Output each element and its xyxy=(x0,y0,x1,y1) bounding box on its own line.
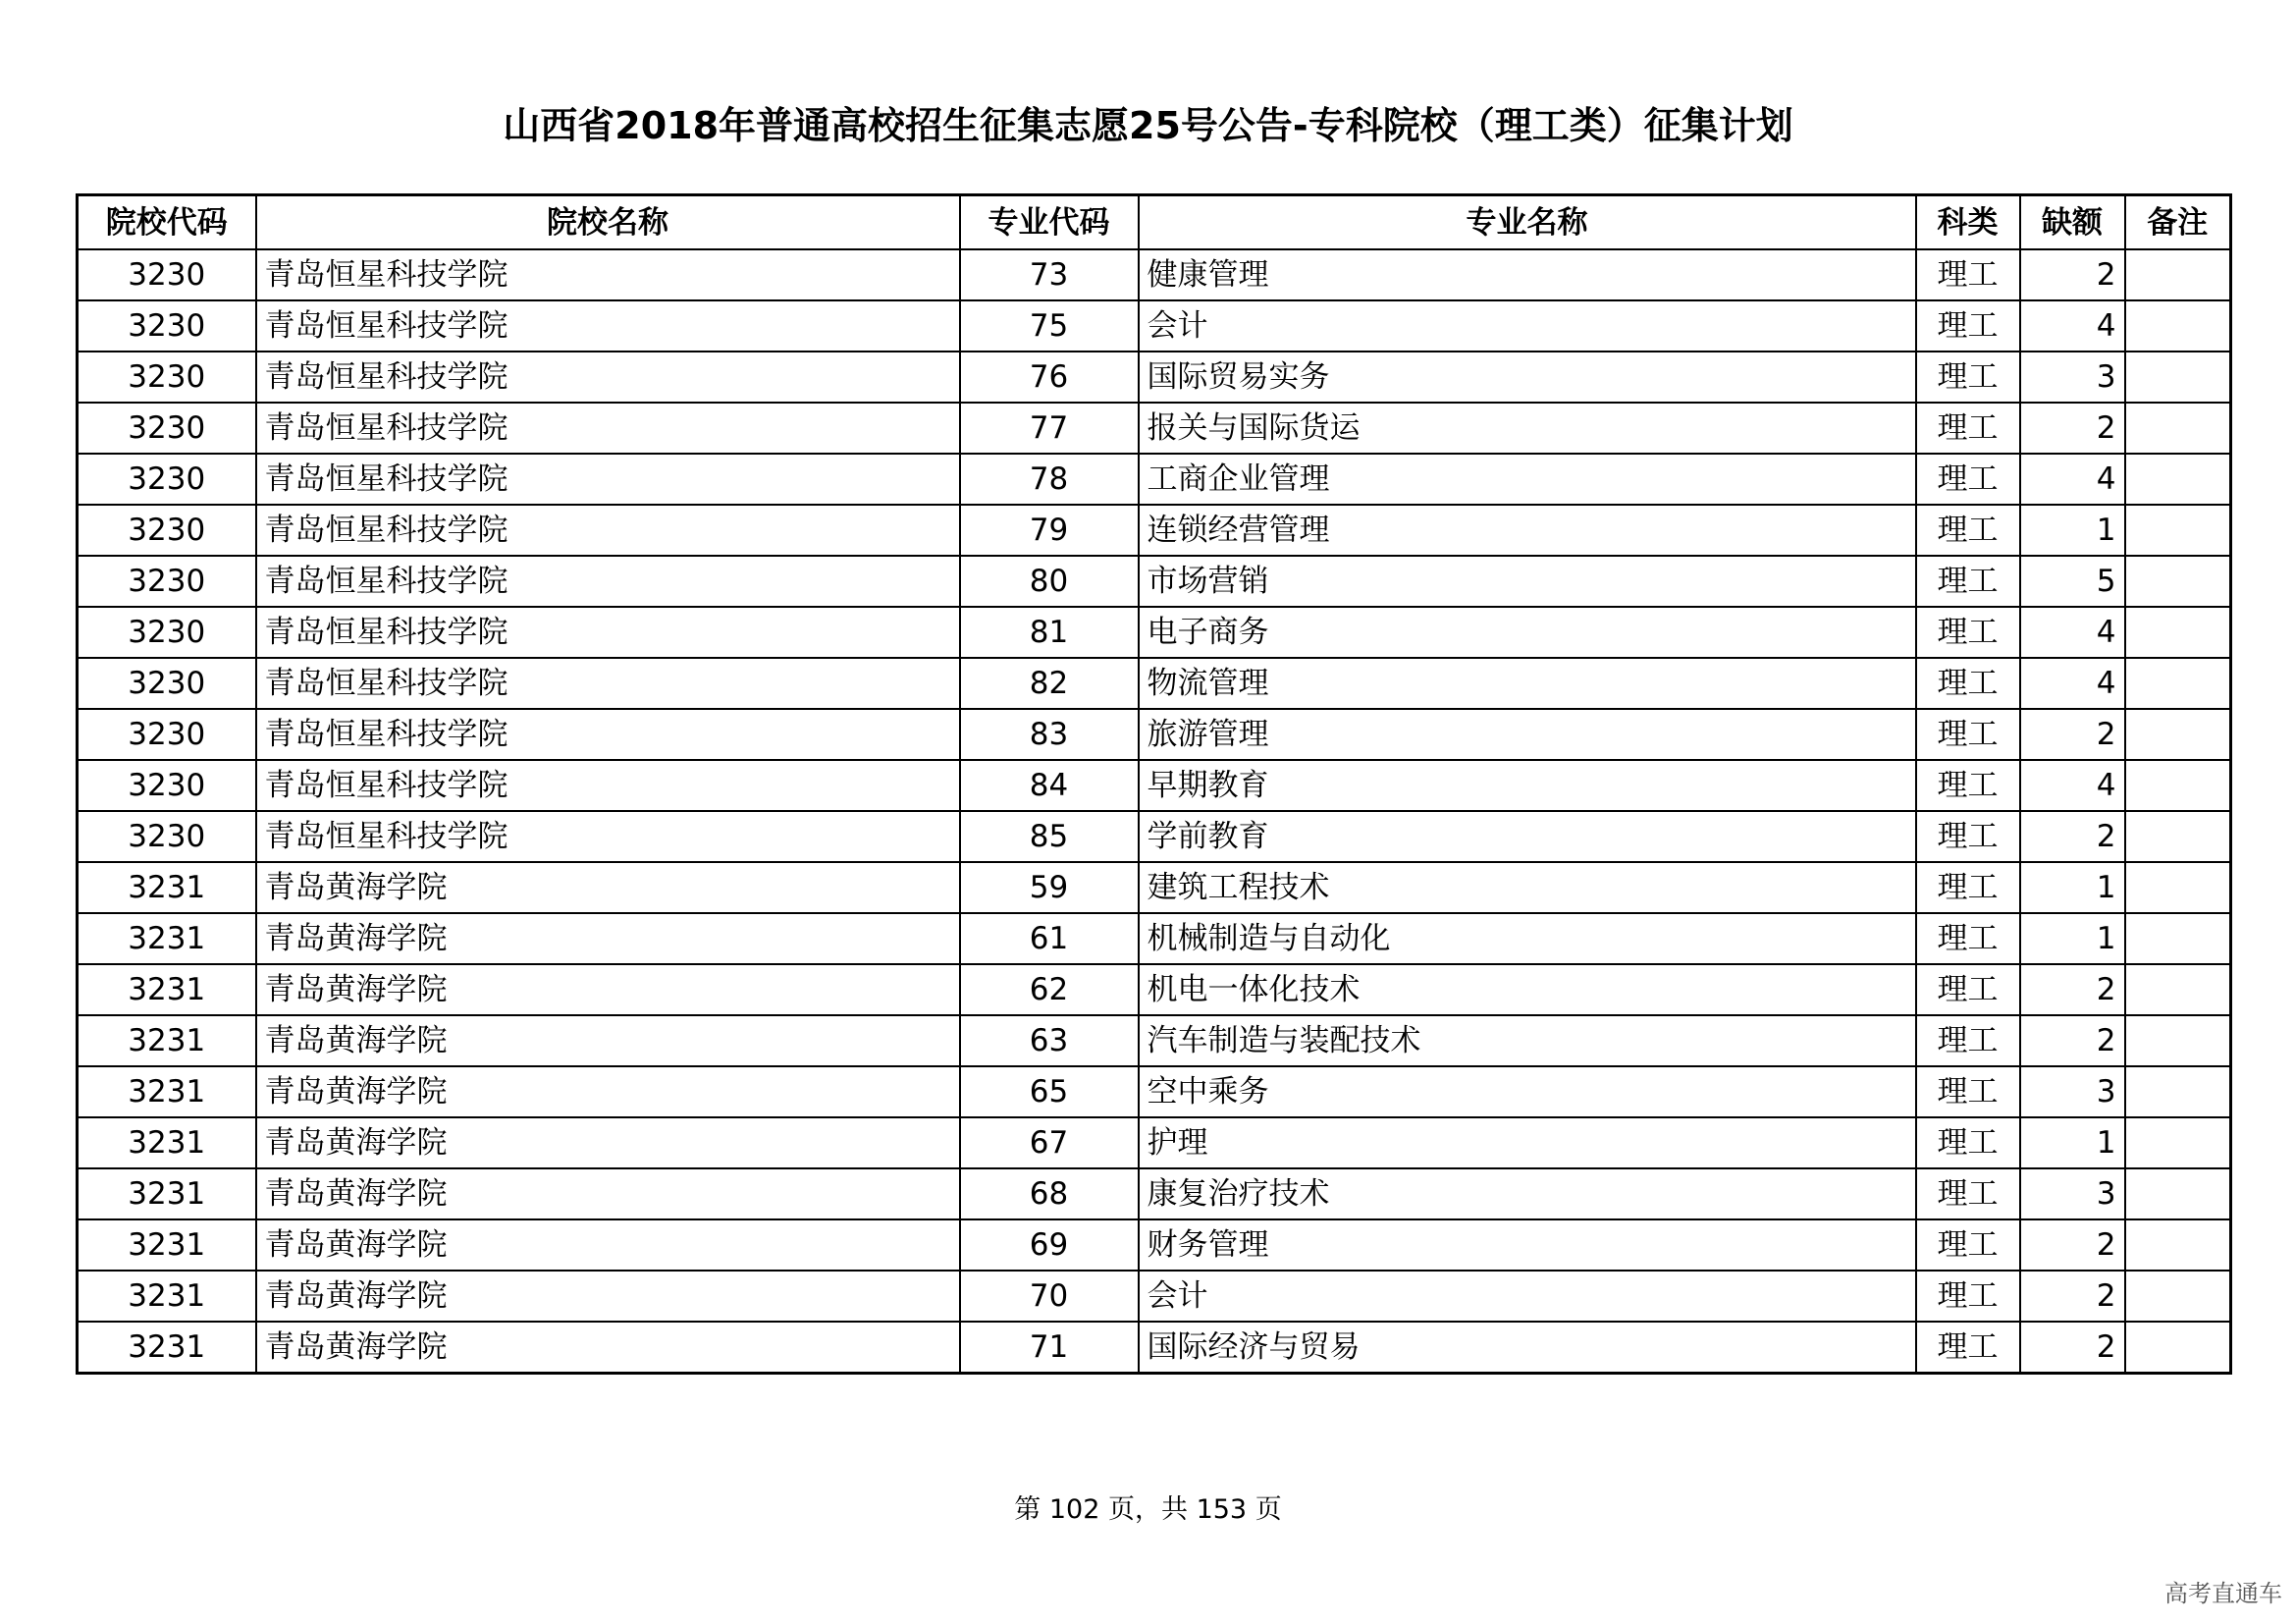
cell-major-code: 84 xyxy=(960,760,1139,811)
cell-vacancy: 2 xyxy=(2020,1322,2125,1374)
table-row xyxy=(78,1219,2231,1271)
cell-remark xyxy=(2125,1015,2231,1066)
cell-category: 理工 xyxy=(1916,1066,2020,1117)
cell-major-name: 机械制造与自动化 xyxy=(1139,913,1916,964)
table-row xyxy=(78,352,2231,403)
cell-category: 理工 xyxy=(1916,300,2020,352)
cell-major-code: 77 xyxy=(960,403,1139,454)
cell-category: 理工 xyxy=(1916,913,2020,964)
table-row xyxy=(78,1015,2231,1066)
table-row xyxy=(78,862,2231,913)
cell-major-name: 市场营销 xyxy=(1139,556,1916,607)
cell-category: 理工 xyxy=(1916,760,2020,811)
cell-remark xyxy=(2125,760,2231,811)
cell-remark xyxy=(2125,249,2231,300)
enrollment-plan-table xyxy=(76,193,2232,1375)
table-row xyxy=(78,709,2231,760)
cell-school-name: 青岛恒星科技学院 xyxy=(256,505,960,556)
cell-major-name: 国际贸易实务 xyxy=(1139,352,1916,403)
cell-vacancy: 1 xyxy=(2020,1117,2125,1168)
cell-school-name: 青岛黄海学院 xyxy=(256,1168,960,1219)
cell-major-code: 61 xyxy=(960,913,1139,964)
cell-major-code: 81 xyxy=(960,607,1139,658)
cell-school-code: 3231 xyxy=(78,1066,256,1117)
cell-category: 理工 xyxy=(1916,862,2020,913)
header-major-name: 专业名称 xyxy=(1139,195,1916,250)
cell-major-code: 68 xyxy=(960,1168,1139,1219)
table-row xyxy=(78,1117,2231,1168)
cell-remark xyxy=(2125,403,2231,454)
cell-major-name: 工商企业管理 xyxy=(1139,454,1916,505)
cell-school-name: 青岛恒星科技学院 xyxy=(256,556,960,607)
cell-remark xyxy=(2125,1271,2231,1322)
cell-school-code: 3230 xyxy=(78,556,256,607)
header-remark: 备注 xyxy=(2125,195,2231,250)
table-row xyxy=(78,1271,2231,1322)
cell-vacancy: 2 xyxy=(2020,1015,2125,1066)
cell-vacancy: 3 xyxy=(2020,352,2125,403)
table-row xyxy=(78,403,2231,454)
cell-major-code: 78 xyxy=(960,454,1139,505)
table-row xyxy=(78,300,2231,352)
cell-vacancy: 2 xyxy=(2020,249,2125,300)
cell-vacancy: 4 xyxy=(2020,300,2125,352)
cell-school-name: 青岛恒星科技学院 xyxy=(256,658,960,709)
cell-remark xyxy=(2125,1322,2231,1374)
cell-category: 理工 xyxy=(1916,505,2020,556)
cell-remark xyxy=(2125,709,2231,760)
cell-vacancy: 4 xyxy=(2020,607,2125,658)
cell-vacancy: 4 xyxy=(2020,658,2125,709)
cell-school-name: 青岛恒星科技学院 xyxy=(256,300,960,352)
cell-remark xyxy=(2125,352,2231,403)
cell-vacancy: 2 xyxy=(2020,1219,2125,1271)
header-vacancy: 缺额 xyxy=(2020,195,2125,250)
cell-remark xyxy=(2125,454,2231,505)
table-row xyxy=(78,607,2231,658)
cell-remark xyxy=(2125,862,2231,913)
cell-school-name: 青岛黄海学院 xyxy=(256,1271,960,1322)
cell-major-code: 76 xyxy=(960,352,1139,403)
cell-school-code: 3230 xyxy=(78,403,256,454)
cell-major-code: 75 xyxy=(960,300,1139,352)
page-number: 第 102 页，共 153 页 xyxy=(1014,1494,1282,1525)
cell-category: 理工 xyxy=(1916,1271,2020,1322)
cell-vacancy: 2 xyxy=(2020,403,2125,454)
cell-school-name: 青岛黄海学院 xyxy=(256,1322,960,1374)
table-row xyxy=(78,964,2231,1015)
cell-school-code: 3231 xyxy=(78,1168,256,1219)
cell-school-code: 3230 xyxy=(78,454,256,505)
cell-category: 理工 xyxy=(1916,709,2020,760)
cell-major-code: 65 xyxy=(960,1066,1139,1117)
cell-school-name: 青岛恒星科技学院 xyxy=(256,760,960,811)
cell-school-code: 3230 xyxy=(78,249,256,300)
cell-major-name: 财务管理 xyxy=(1139,1219,1916,1271)
cell-major-code: 67 xyxy=(960,1117,1139,1168)
cell-major-name: 空中乘务 xyxy=(1139,1066,1916,1117)
cell-major-code: 82 xyxy=(960,658,1139,709)
cell-category: 理工 xyxy=(1916,556,2020,607)
cell-vacancy: 3 xyxy=(2020,1066,2125,1117)
cell-major-code: 83 xyxy=(960,709,1139,760)
cell-remark xyxy=(2125,300,2231,352)
table-row xyxy=(78,249,2231,300)
cell-category: 理工 xyxy=(1916,811,2020,862)
cell-major-code: 69 xyxy=(960,1219,1139,1271)
cell-category: 理工 xyxy=(1916,249,2020,300)
cell-remark xyxy=(2125,1117,2231,1168)
cell-vacancy: 2 xyxy=(2020,964,2125,1015)
cell-school-name: 青岛恒星科技学院 xyxy=(256,249,960,300)
cell-category: 理工 xyxy=(1916,1322,2020,1374)
cell-school-code: 3231 xyxy=(78,913,256,964)
table-row xyxy=(78,811,2231,862)
cell-school-code: 3230 xyxy=(78,760,256,811)
table-body xyxy=(78,249,2231,1374)
cell-category: 理工 xyxy=(1916,403,2020,454)
cell-school-code: 3231 xyxy=(78,862,256,913)
cell-major-name: 报关与国际货运 xyxy=(1139,403,1916,454)
cell-vacancy: 1 xyxy=(2020,862,2125,913)
table-row xyxy=(78,658,2231,709)
cell-major-name: 机电一体化技术 xyxy=(1139,964,1916,1015)
table-row xyxy=(78,1066,2231,1117)
cell-category: 理工 xyxy=(1916,964,2020,1015)
cell-major-name: 护理 xyxy=(1139,1117,1916,1168)
table-row xyxy=(78,913,2231,964)
cell-major-name: 会计 xyxy=(1139,300,1916,352)
cell-category: 理工 xyxy=(1916,1168,2020,1219)
cell-category: 理工 xyxy=(1916,1015,2020,1066)
cell-school-code: 3230 xyxy=(78,709,256,760)
cell-school-code: 3230 xyxy=(78,811,256,862)
cell-major-name: 汽车制造与装配技术 xyxy=(1139,1015,1916,1066)
header-school-name: 院校名称 xyxy=(256,195,960,250)
cell-major-code: 62 xyxy=(960,964,1139,1015)
cell-vacancy: 4 xyxy=(2020,760,2125,811)
cell-remark xyxy=(2125,1168,2231,1219)
cell-school-code: 3230 xyxy=(78,607,256,658)
cell-category: 理工 xyxy=(1916,607,2020,658)
table-row xyxy=(78,505,2231,556)
cell-school-code: 3231 xyxy=(78,964,256,1015)
cell-major-code: 71 xyxy=(960,1322,1139,1374)
cell-school-name: 青岛黄海学院 xyxy=(256,964,960,1015)
cell-category: 理工 xyxy=(1916,1117,2020,1168)
cell-major-code: 79 xyxy=(960,505,1139,556)
cell-major-code: 59 xyxy=(960,862,1139,913)
cell-major-name: 电子商务 xyxy=(1139,607,1916,658)
cell-school-name: 青岛黄海学院 xyxy=(256,913,960,964)
cell-category: 理工 xyxy=(1916,1219,2020,1271)
cell-school-code: 3231 xyxy=(78,1117,256,1168)
cell-remark xyxy=(2125,505,2231,556)
cell-school-code: 3231 xyxy=(78,1271,256,1322)
cell-school-code: 3230 xyxy=(78,352,256,403)
cell-major-name: 学前教育 xyxy=(1139,811,1916,862)
table-row xyxy=(78,1168,2231,1219)
table-row xyxy=(78,454,2231,505)
cell-school-name: 青岛恒星科技学院 xyxy=(256,811,960,862)
cell-remark xyxy=(2125,811,2231,862)
cell-major-name: 旅游管理 xyxy=(1139,709,1916,760)
cell-school-name: 青岛黄海学院 xyxy=(256,1066,960,1117)
cell-school-name: 青岛黄海学院 xyxy=(256,1015,960,1066)
cell-vacancy: 4 xyxy=(2020,454,2125,505)
table-header-row xyxy=(78,195,2231,250)
cell-school-code: 3230 xyxy=(78,658,256,709)
cell-vacancy: 1 xyxy=(2020,505,2125,556)
cell-vacancy: 1 xyxy=(2020,913,2125,964)
cell-school-name: 青岛恒星科技学院 xyxy=(256,709,960,760)
header-major-code: 专业代码 xyxy=(960,195,1139,250)
cell-school-name: 青岛恒星科技学院 xyxy=(256,352,960,403)
cell-school-code: 3231 xyxy=(78,1322,256,1374)
cell-major-code: 80 xyxy=(960,556,1139,607)
cell-vacancy: 2 xyxy=(2020,1271,2125,1322)
cell-school-name: 青岛恒星科技学院 xyxy=(256,454,960,505)
header-category: 科类 xyxy=(1916,195,2020,250)
cell-school-code: 3230 xyxy=(78,300,256,352)
page-title: 山西省2018年普通高校招生征集志愿25号公告-专科院校（理工类）征集计划 xyxy=(503,104,1793,147)
cell-major-code: 73 xyxy=(960,249,1139,300)
cell-major-name: 物流管理 xyxy=(1139,658,1916,709)
cell-vacancy: 5 xyxy=(2020,556,2125,607)
cell-major-name: 建筑工程技术 xyxy=(1139,862,1916,913)
cell-remark xyxy=(2125,658,2231,709)
cell-school-name: 青岛黄海学院 xyxy=(256,862,960,913)
cell-school-name: 青岛黄海学院 xyxy=(256,1219,960,1271)
cell-major-code: 63 xyxy=(960,1015,1139,1066)
cell-vacancy: 2 xyxy=(2020,811,2125,862)
table-row xyxy=(78,1322,2231,1374)
cell-category: 理工 xyxy=(1916,658,2020,709)
cell-school-name: 青岛恒星科技学院 xyxy=(256,403,960,454)
cell-vacancy: 2 xyxy=(2020,709,2125,760)
cell-major-name: 早期教育 xyxy=(1139,760,1916,811)
cell-remark xyxy=(2125,556,2231,607)
cell-school-code: 3231 xyxy=(78,1219,256,1271)
cell-school-name: 青岛黄海学院 xyxy=(256,1117,960,1168)
table-row xyxy=(78,760,2231,811)
cell-remark xyxy=(2125,1066,2231,1117)
header-school-code: 院校代码 xyxy=(78,195,256,250)
cell-remark xyxy=(2125,607,2231,658)
cell-major-name: 国际经济与贸易 xyxy=(1139,1322,1916,1374)
cell-remark xyxy=(2125,913,2231,964)
cell-major-name: 康复治疗技术 xyxy=(1139,1168,1916,1219)
cell-major-name: 会计 xyxy=(1139,1271,1916,1322)
cell-remark xyxy=(2125,964,2231,1015)
cell-category: 理工 xyxy=(1916,352,2020,403)
watermark: 高考直通车 xyxy=(2164,1580,2282,1607)
cell-remark xyxy=(2125,1219,2231,1271)
cell-school-name: 青岛恒星科技学院 xyxy=(256,607,960,658)
cell-major-code: 85 xyxy=(960,811,1139,862)
cell-category: 理工 xyxy=(1916,454,2020,505)
cell-school-code: 3231 xyxy=(78,1015,256,1066)
cell-major-name: 健康管理 xyxy=(1139,249,1916,300)
table-row xyxy=(78,556,2231,607)
cell-major-name: 连锁经营管理 xyxy=(1139,505,1916,556)
cell-school-code: 3230 xyxy=(78,505,256,556)
cell-vacancy: 3 xyxy=(2020,1168,2125,1219)
cell-major-code: 70 xyxy=(960,1271,1139,1322)
